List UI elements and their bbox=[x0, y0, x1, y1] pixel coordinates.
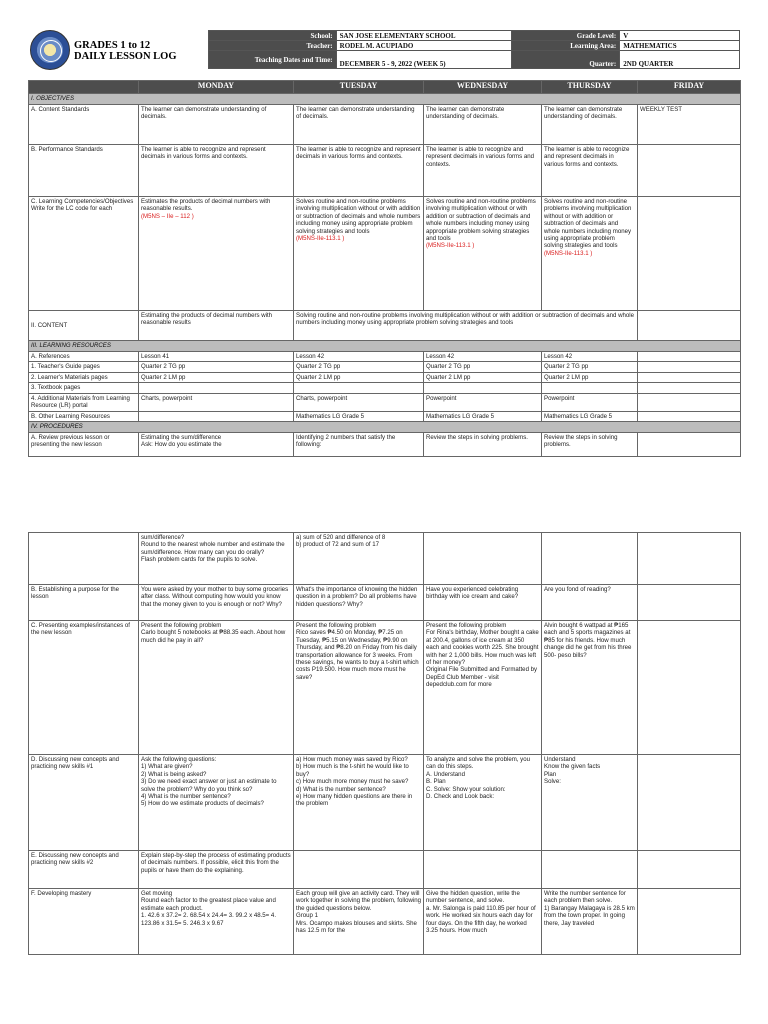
cell-monday: Ask the following questions: 1) What are given? 2) What is being asked? 3) Do we need exact answer or just an estimate to solve the problem? Why do you think so? 4) What is the number sentence? 5) How do we estimate products of decimals? bbox=[139, 755, 294, 851]
cell-wednesday: Present the following problem For Rina's birthday, Mother bought a cake at 200.4, gallons of ice cream at 350 each and cookies worth 225. She brought with her 2 1,000 bills. How much was left of her money? Original File Submitted and Formatted by DepEd Club Member - visit depedclub.com for more bbox=[424, 621, 542, 755]
cell-friday bbox=[638, 197, 741, 311]
cell-monday: Explain step-by-step the process of estimating products of decimals numbers. If possible, elicit this from the pupils or have them do the explaining. bbox=[139, 851, 294, 889]
row-teachers-guide bbox=[29, 362, 741, 372]
school-value: SAN JOSE ELEMENTARY SCHOOL bbox=[336, 31, 512, 41]
row-content bbox=[29, 311, 741, 341]
cell-tuesday: a) sum of 520 and difference of 8 b) product of 72 and sum of 17 bbox=[294, 533, 424, 585]
cell-wednesday bbox=[424, 197, 542, 311]
corner-cell bbox=[29, 81, 139, 94]
cell-tuesday: Quarter 2 LM pp bbox=[294, 372, 424, 382]
row-label: 1. Teacher's Guide pages bbox=[29, 362, 139, 372]
cell-thursday: Write the number sentence for each problem then solve. 1) Barangay Malagaya is 28.5 km from the town proper. In going there, Jay traveled bbox=[542, 889, 638, 955]
dates-value: DECEMBER 5 - 9, 2022 (WEEK 5) bbox=[336, 51, 512, 69]
lesson-log-table-page1 bbox=[28, 80, 741, 457]
row-label bbox=[29, 533, 139, 585]
cell-monday: You were asked by your mother to buy some groceries after class. Without computing how would you know that the money given to you is enough or not? Why? bbox=[139, 585, 294, 621]
teacher-value: RODEL M. ACUPIADO bbox=[336, 41, 512, 51]
cell-tuesday: a) How much money was saved by Rico? b) How much is the t-shirt he would like to buy? c) How much more money must he save? d) What is the number sentence? e) How many hidden questions are there in the problem bbox=[294, 755, 424, 851]
cell-monday: Present the following problem Carlo bought 5 notebooks at ₱88.35 each. About how much did he pay in all? bbox=[139, 621, 294, 755]
quarter-label: Quarter: bbox=[512, 51, 620, 69]
row-label: E. Discussing new concepts and practicing new skills #2 bbox=[29, 851, 139, 889]
row-label: 3. Textbook pages bbox=[29, 383, 139, 393]
cell-friday bbox=[638, 145, 741, 197]
cell-wednesday: Quarter 2 LM pp bbox=[424, 372, 542, 382]
row-label: A. Review previous lesson or presenting the new lesson bbox=[29, 433, 139, 457]
cell-tuesday: Present the following problem Rico saves ₱4.50 on Monday, ₱7.25 on Tuesday, ₱5.15 on Wednesday, ₱9.90 on Thursday, and ₱8.20 on Friday from his daily transportation allowance for 3 weeks. From these savings, he wants to buy a t-shirt which costs P19.500. How much more must he save? bbox=[294, 621, 424, 755]
row-label: B. Performance Standards bbox=[29, 145, 139, 197]
cell-monday: Estimating the products of decimal numbers with reasonable results bbox=[139, 311, 294, 341]
cell-friday bbox=[638, 851, 741, 889]
cell-thursday: The learner can demonstrate understanding of decimals. bbox=[542, 105, 638, 145]
cell-wednesday: Powerpoint bbox=[424, 393, 542, 411]
day-monday: MONDAY bbox=[139, 81, 294, 94]
area-value: MATHEMATICS bbox=[620, 41, 740, 51]
row-competencies bbox=[29, 197, 741, 311]
cell-wednesday: Have you experienced celebrating birthday with ice cream and cake? bbox=[424, 585, 542, 621]
area-label: Learning Area: bbox=[512, 41, 620, 51]
cell-thursday: The learner is able to recognize and represent decimals in various forms and contexts. bbox=[542, 145, 638, 197]
grade-value: V bbox=[620, 31, 740, 41]
title-line2: DAILY LESSON LOG bbox=[74, 51, 177, 62]
row-label: D. Discussing new concepts and practicing new skills #1 bbox=[29, 755, 139, 851]
cell-tuesday: The learner can demonstrate understanding of decimals. bbox=[294, 105, 424, 145]
competency-code: (M5NS-IIe-113.1 ) bbox=[544, 249, 593, 257]
cell-friday bbox=[638, 433, 741, 457]
cell-thursday bbox=[542, 383, 638, 393]
cell-friday bbox=[638, 352, 741, 362]
cell-thursday: Powerpoint bbox=[542, 393, 638, 411]
cell-monday: Get moving Round each factor to the greatest place value and estimate each product. 1. 42.6 x 37.2= 2. 68.54 x 24.4= 3. 99.2 x 48.5= 4. 123.86 x 31.5= 5. 246.3 x 9.67 bbox=[139, 889, 294, 955]
cell-tuesday bbox=[294, 383, 424, 393]
cell-friday bbox=[638, 372, 741, 382]
cell-wednesday: The learner is able to recognize and represent decimals in various forms and contexts. bbox=[424, 145, 542, 197]
school-label: School: bbox=[209, 31, 337, 41]
day-friday: FRIDAY bbox=[638, 81, 741, 94]
row-textbook bbox=[29, 383, 741, 393]
row-discussing-1 bbox=[29, 755, 741, 851]
cell-friday bbox=[638, 311, 741, 341]
cell-tuesday: Identifying 2 numbers that satisfy the following: bbox=[294, 433, 424, 457]
row-learners-materials bbox=[29, 372, 741, 382]
cell-wednesday: Lesson 42 bbox=[424, 352, 542, 362]
cell-thursday: Alvin bought 6 wattpad at ₱165 each and 5 sports magazines at ₱85 for his friends. How much change did he get from his three 500- peso bills? bbox=[542, 621, 638, 755]
competency-code: (M5NS-IIe-113.1 ) bbox=[296, 235, 345, 243]
lesson-log-table-page2 bbox=[28, 532, 741, 955]
row-label: A. References bbox=[29, 352, 139, 362]
cell-tuesday: Mathematics LG Grade 5 bbox=[294, 411, 424, 421]
cell-tuesday bbox=[294, 851, 424, 889]
log-title bbox=[74, 40, 177, 62]
row-performance-standards bbox=[29, 145, 741, 197]
cell-monday: Quarter 2 TG pp bbox=[139, 362, 294, 372]
cell-wednesday: Review the steps in solving problems. bbox=[424, 433, 542, 457]
row-label: 4. Additional Materials from Learning Resource (LR) portal bbox=[29, 393, 139, 411]
section-procedures: IV. PROCEDURES bbox=[29, 422, 741, 433]
row-label: II. CONTENT bbox=[29, 311, 139, 341]
cell-monday: Charts, powerpoint bbox=[139, 393, 294, 411]
cell-friday bbox=[638, 393, 741, 411]
cell-tuesday: Charts, powerpoint bbox=[294, 393, 424, 411]
row-content-standards bbox=[29, 105, 741, 145]
lesson-log-header bbox=[28, 26, 740, 74]
cell-friday bbox=[638, 755, 741, 851]
cell-tuesday: Lesson 42 bbox=[294, 352, 424, 362]
cell-wednesday: To analyze and solve the problem, you can do this steps. A. Understand B. Plan C. Solve: Show your solution: D. Check and Look back: bbox=[424, 755, 542, 851]
row-developing-mastery bbox=[29, 889, 741, 955]
cell-tuesday: The learner is able to recognize and represent decimals in various forms and contexts. bbox=[294, 145, 424, 197]
cell-thursday bbox=[542, 533, 638, 585]
cell-monday: Quarter 2 LM pp bbox=[139, 372, 294, 382]
title-line1: GRADES 1 to 12 bbox=[74, 40, 151, 51]
row-label: F. Developing mastery bbox=[29, 889, 139, 955]
cell-thursday: Review the steps in solving problems. bbox=[542, 433, 638, 457]
cell-thursday: Mathematics LG Grade 5 bbox=[542, 411, 638, 421]
cell-thursday: Quarter 2 TG pp bbox=[542, 362, 638, 372]
competency-code: (M5NS – IIe – 112 ) bbox=[141, 212, 194, 220]
cell-thursday: Are you fond of reading? bbox=[542, 585, 638, 621]
cell-tuesday: Each group will give an activity card. They will work together in solving the problem, following the guided questions below. Group 1 Mrs. Ocampo makes blouses and skirts. She has 12.5 m for the bbox=[294, 889, 424, 955]
row-label: C. Learning Competencies/Objectives Write for the LC code for each bbox=[29, 197, 139, 311]
competency-code: (M5NS-IIe-113.1 ) bbox=[426, 242, 475, 250]
row-label: B. Establishing a purpose for the lesson bbox=[29, 585, 139, 621]
row-label: 2. Learner's Materials pages bbox=[29, 372, 139, 382]
cell-monday: Estimating the sum/difference Ask: How do you estimate the bbox=[139, 433, 294, 457]
cell-monday bbox=[139, 383, 294, 393]
cell-monday bbox=[139, 197, 294, 311]
cell-friday bbox=[638, 533, 741, 585]
quarter-value: 2ND QUARTER bbox=[620, 51, 740, 69]
cell-wednesday: Quarter 2 TG pp bbox=[424, 362, 542, 372]
cell-wednesday bbox=[424, 533, 542, 585]
cell-friday bbox=[638, 621, 741, 755]
cell-thursday bbox=[542, 197, 638, 311]
section-objectives: I. OBJECTIVES bbox=[29, 94, 741, 105]
cell-wednesday: Give the hidden question, write the number sentence, and solve. a. Mr. Salonga is paid 110.85 per hour of work. He worked six hours each day for four days. On the fifth day, he worked 3.25 hours. How much bbox=[424, 889, 542, 955]
section-learning-resources: III. LEARNING RESOURCES bbox=[29, 341, 741, 352]
cell-friday bbox=[638, 362, 741, 372]
cell-wednesday: The learner can demonstrate understanding of decimals. bbox=[424, 105, 542, 145]
row-discussing-2 bbox=[29, 851, 741, 889]
cell-monday: sum/difference? Round to the nearest whole number and estimate the sum/difference. How many can you do orally? Flash problem cards for the pupils to solve. bbox=[139, 533, 294, 585]
cell-wednesday: Mathematics LG Grade 5 bbox=[424, 411, 542, 421]
deped-seal-icon bbox=[30, 30, 70, 70]
cell-friday: WEEKLY TEST bbox=[638, 105, 741, 145]
header-info-table bbox=[208, 30, 740, 69]
row-review bbox=[29, 433, 741, 457]
dates-label: Teaching Dates and Time: bbox=[209, 51, 337, 69]
cell-monday: Lesson 41 bbox=[139, 352, 294, 362]
competency-text: Solves routine and non-routine problems involving multiplication without or with addition or subtraction of decimals and whole numbers including money using appropriate problem solving strategies and tools bbox=[296, 198, 421, 235]
cell-thursday: Lesson 42 bbox=[542, 352, 638, 362]
row-purpose bbox=[29, 585, 741, 621]
cell-thursday: Quarter 2 LM pp bbox=[542, 372, 638, 382]
cell-tuesday: Quarter 2 TG pp bbox=[294, 362, 424, 372]
competency-text: Solves routine and non-routine problems involving multiplication without or with addition or subtraction of decimals and whole numbers including money using appropriate problem solving strategies and tools bbox=[544, 198, 632, 250]
row-label: A. Content Standards bbox=[29, 105, 139, 145]
cell-wednesday bbox=[424, 383, 542, 393]
cell-thursday: Understand Know the given facts Plan Solve: bbox=[542, 755, 638, 851]
row-presenting-examples bbox=[29, 621, 741, 755]
row-other-resources bbox=[29, 411, 741, 421]
competency-text: Estimates the products of decimal numbers with reasonable results. bbox=[141, 198, 271, 213]
day-thursday: THURSDAY bbox=[542, 81, 638, 94]
teacher-label: Teacher: bbox=[209, 41, 337, 51]
row-label: C. Presenting examples/instances of the new lesson bbox=[29, 621, 139, 755]
cell-tuesday bbox=[294, 197, 424, 311]
grade-label: Grade Level: bbox=[512, 31, 620, 41]
row-references bbox=[29, 352, 741, 362]
row-additional-materials bbox=[29, 393, 741, 411]
day-wednesday: WEDNESDAY bbox=[424, 81, 542, 94]
cell-monday: The learner is able to recognize and represent decimals in various forms and contexts. bbox=[139, 145, 294, 197]
cell-monday: The learner can demonstrate understanding of decimals. bbox=[139, 105, 294, 145]
cell-friday bbox=[638, 889, 741, 955]
cell-thursday bbox=[542, 851, 638, 889]
cell-tuesday: What's the importance of knowing the hidden question in a problem? Do all problems have hidden questions? Why? bbox=[294, 585, 424, 621]
row-label: B. Other Learning Resources bbox=[29, 411, 139, 421]
competency-text: Solves routine and non-routine problems involving multiplication without or with addition or subtraction of decimals and whole numbers including money using appropriate problem solving strategies and tools bbox=[426, 198, 536, 243]
cell-wednesday bbox=[424, 851, 542, 889]
cell-tuesday-thursday: Solving routine and non-routine problems involving multiplication without or with addition or subtraction of decimals and whole numbers including money using appropriate problem solving strategies and tools bbox=[294, 311, 638, 341]
row-review-continued bbox=[29, 533, 741, 585]
day-tuesday: TUESDAY bbox=[294, 81, 424, 94]
cell-friday bbox=[638, 585, 741, 621]
cell-monday bbox=[139, 411, 294, 421]
cell-friday bbox=[638, 411, 741, 421]
cell-friday bbox=[638, 383, 741, 393]
